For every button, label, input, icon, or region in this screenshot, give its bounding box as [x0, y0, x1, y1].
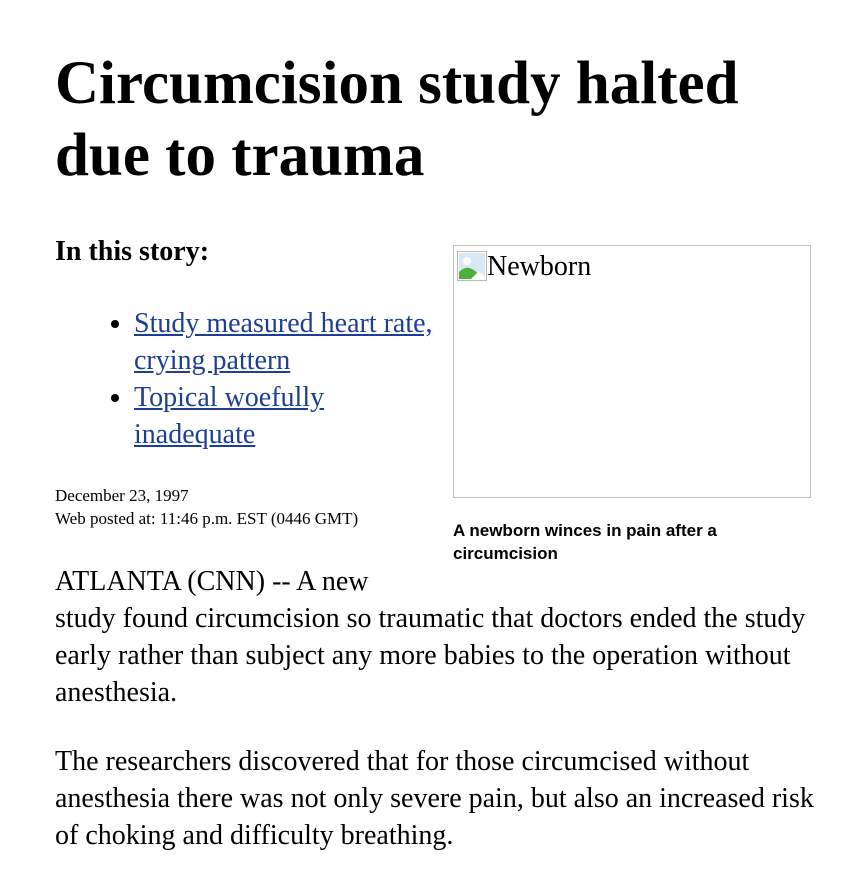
list-item: [134, 305, 434, 379]
dateline: [55, 484, 358, 530]
story-links-list: [55, 305, 434, 453]
list-item: [134, 379, 434, 453]
paragraph-1-dateline: ATLANTA (CNN) -- A new: [55, 566, 369, 597]
broken-image-icon: [457, 251, 487, 281]
photo-alt: [457, 249, 591, 285]
paragraph-2: The researchers discovered that for those circumcised without anesthesia there was not only severe pain, but also an increased risk of choking and difficulty breathing.: [55, 746, 814, 851]
photo-alt-text: Newborn: [487, 251, 592, 282]
paragraph-1: [55, 563, 815, 711]
article-date: December 23, 1997: [55, 486, 189, 505]
headline: Circumcision study halted due to trauma: [55, 50, 739, 189]
paragraph-1-body: study found circumcision so traumatic that doctors ended the study early rather than subject any more babies to the operation without anesthesia.: [55, 603, 806, 708]
photo-caption: A newborn winces in pain after a circumcision: [453, 521, 717, 563]
story-heading: In this story:: [55, 236, 210, 267]
web-posted-time: Web posted at: 11:46 p.m. EST (0446 GMT): [55, 509, 359, 528]
story-link-heart-rate[interactable]: Study measured heart rate, crying pattern: [134, 308, 433, 376]
story-link-topical[interactable]: Topical woefully inadequate: [134, 382, 325, 450]
photo-placeholder: [453, 245, 811, 498]
